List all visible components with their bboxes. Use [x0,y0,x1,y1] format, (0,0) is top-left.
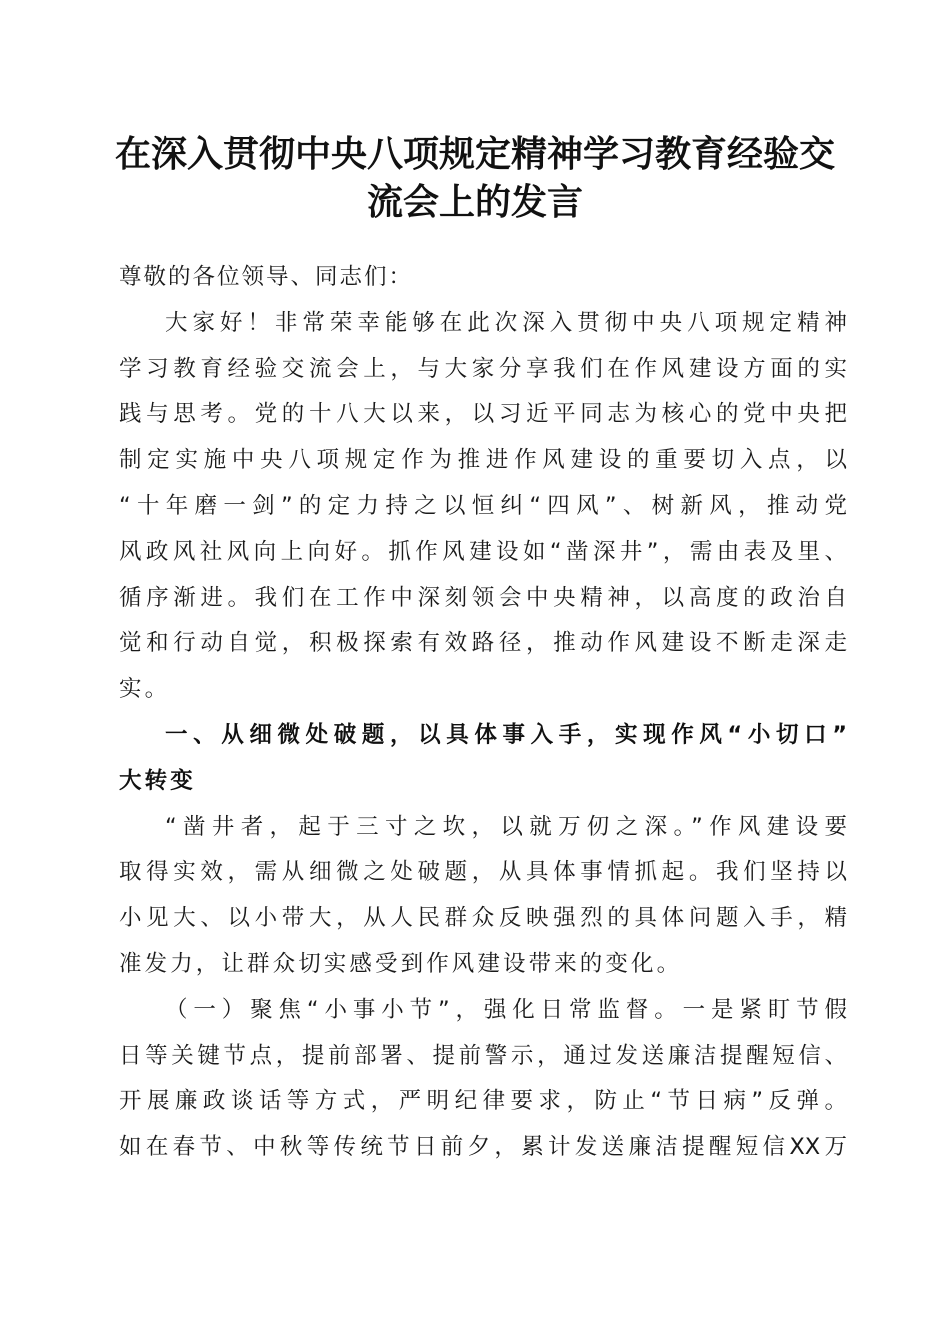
paragraph-line: 开展廉政谈话等方式，严明纪律要求，防止“节日病”反弹。 [119,1088,847,1115]
paragraph-line: 日等关键节点，提前部署、提前警示，通过发送廉洁提醒短信、 [119,1042,847,1069]
paragraph-line: 取得实效，需从细微之处破题，从具体事情抓起。我们坚持以 [119,859,847,886]
paragraph-line: （一）聚焦“小事小节”，强化日常监督。一是紧盯节假 [165,996,847,1023]
paragraph-line: 践与思考。党的十八大以来，以习近平同志为核心的党中央把 [119,401,847,428]
document-body [119,255,847,1171]
title-line: 在深入贯彻中央八项规定精神学习教育经验交 [114,133,835,175]
paragraph-line: 制定实施中央八项规定作为推进作风建设的重要切入点，以 [119,447,847,474]
paragraph-line: “凿井者，起于三寸之坎，以就万仞之深。”作风建设要 [165,813,847,840]
paragraph-line: 循序渐进。我们在工作中深刻领会中央精神，以高度的政治自 [119,584,847,611]
paragraph-line: 觉和行动自觉，积极探索有效路径，推动作风建设不断走深走 [119,630,847,657]
paragraph-line: 风政风社风向上向好。抓作风建设如“凿深井”，需由表及里、 [119,538,847,565]
paragraph-line: 学习教育经验交流会上，与大家分享我们在作风建设方面的实 [119,355,847,382]
paragraph-line: 实。 [119,676,171,703]
greeting: 尊敬的各位领导、同志们： [119,264,414,290]
heading-line: 大转变 [119,767,196,794]
paragraph-line: 大家好！非常荣幸能够在此次深入贯彻中央八项规定精神 [165,309,847,336]
heading-line: 一、从细微处破题，以具体事入手，实现作风“小切口” [165,721,847,748]
paragraph-intro [119,301,847,713]
paragraph-line: “十年磨一剑”的定力持之以恒纠“四风”、树新风，推动党 [119,492,847,519]
paragraph-line: 小见大、以小带大，从人民群众反映强烈的具体问题入手，精 [119,905,847,932]
paragraph-subsection-1 [119,988,847,1171]
title-line: 流会上的发言 [366,181,583,223]
paragraph-line: 如在春节、中秋等传统节日前夕，累计发送廉洁提醒短信XX万 [119,1134,847,1161]
section-heading-1 [119,713,847,805]
paragraph-line: 准发力，让群众切实感受到作风建设带来的变化。 [119,950,683,977]
document-title [100,130,850,226]
paragraph-section-1 [119,805,847,988]
